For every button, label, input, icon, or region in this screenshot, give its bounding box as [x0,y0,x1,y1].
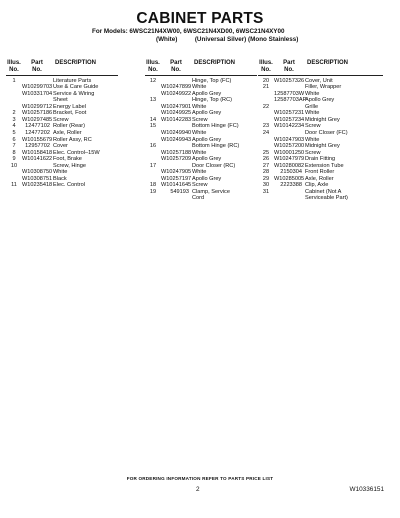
illus-number: 14 [149,116,157,123]
parts-column-3 [258,60,383,202]
document-number: W10336151 [349,486,384,493]
description-header: DESCRIPTION [194,60,236,66]
part-number: W10257234 [274,116,305,123]
illus-number: 13 [149,97,157,104]
part-number: W10257326 [274,77,305,84]
part-number: 12587703W [274,90,305,97]
part-description: Axle, Roller [305,175,334,182]
part-description: Door Closer (RC) [192,162,236,169]
part-description: Serviceable Part) [305,195,348,202]
illus-number: 11 [11,182,17,189]
part-description: Clip, Axle [305,182,329,189]
part-number: W10257209 [161,156,192,163]
illus-number: 28 [262,169,270,176]
part-number: W10257200 [274,143,305,150]
part-description: Cover, Unit [305,77,333,84]
part-description: White [192,149,207,156]
part-description: White [305,110,320,117]
part-description: Bottom Hinge (FC) [192,123,239,130]
parts-column-2 [145,60,257,202]
part-number: W10257186 [22,110,53,117]
part-number: W10247905 [161,169,192,176]
part-description: Screw [305,149,321,156]
part-number: W10257188 [161,149,192,156]
illus-number: 17 [149,162,157,169]
part-number: W10249940 [161,129,192,136]
column-header [6,60,118,76]
part-number: W10001250 [274,149,305,156]
illus-number: 31 [262,188,270,195]
part-number: W10249943 [161,136,192,143]
part-number: 12587703AP [274,97,307,104]
part-number: W10141645 [161,182,192,189]
illus-number [145,195,161,202]
column-header [258,60,383,76]
part-description: Apollo Grey [192,156,222,163]
part-description: Hinge, Top (FC) [192,77,232,84]
part-description: White [192,129,207,136]
part-number: W10155679 [22,136,53,143]
part-description: Front Roller [305,169,335,176]
illus-number: 3 [12,116,16,123]
part-description: Midnight Grey [305,116,340,123]
part-description: Screw [192,182,208,189]
parts-row [6,182,118,189]
part-number: W10297485 [22,116,53,123]
part-number: 12477202 [25,129,50,136]
part-description: Cover [53,143,68,150]
illus-number: 22 [262,103,270,110]
part-header: Part No. [31,60,43,73]
part-description: Screw, Hinge [53,162,86,169]
part-description: Grille [305,103,319,110]
illus-number: 10 [10,162,18,169]
part-description: White [53,169,68,176]
part-description: Drain Fitting [305,156,336,163]
illus-number: 18 [149,182,157,189]
part-description: Cabinet (Not A [305,188,342,195]
illus-number: 30 [262,182,270,189]
part-description: White [192,103,207,110]
illus-number: 21 [262,84,270,91]
part-description: Elec. Control [53,182,86,189]
illus-number: 20 [262,77,270,84]
illus-number: 24 [262,129,270,136]
part-description: Cord [192,195,205,202]
part-number: W10285005 [274,175,305,182]
part-description: White [305,136,320,143]
part-number: W10257197 [161,175,192,182]
part-description: Apollo Grey [305,97,335,104]
part-description: Apollo Grey [192,110,222,117]
part-description: Energy Label [53,103,86,110]
part-description: Apollo Grey [192,175,222,182]
part-description: Bottom Hinge (RC) [192,143,240,150]
part-number: W10247899 [161,84,192,91]
part-description: Roller Assy, RC [53,136,92,143]
part-description: Apollo Grey [192,90,222,97]
part-number [274,195,304,202]
part-header: Part No. [283,60,295,73]
parts-row [258,195,383,202]
illus-number: 27 [262,162,270,169]
part-number: W10249922 [161,90,192,97]
part-number: 12477102 [25,123,50,130]
part-description: Hinge, Top (RC) [192,97,232,104]
part-number: W10308751 [22,175,53,182]
illus-number: 12 [149,77,157,84]
illus-number: 19 [149,188,157,195]
illus-number: 9 [12,156,16,163]
part-number: 12957702 [25,143,50,150]
parts-row [145,195,257,202]
column-header [145,60,257,76]
part-number: 2150304 [280,169,302,176]
part-description: Bracket, Foot [53,110,87,117]
parts-column-1 [6,60,118,189]
part-description: Midnight Grey [305,143,340,150]
part-description: Black [53,175,67,182]
part-description: Service & Wiring [53,90,95,97]
illus-number: 1 [12,77,16,84]
part-number: W10257231 [274,110,305,117]
part-description: Axle, Roller [53,129,82,136]
part-description: Clamp, Service [192,188,230,195]
part-description: Literature Parts [53,77,92,84]
illus-number: 23 [262,123,270,130]
part-number [161,195,191,202]
model-variants-line: (White) (Universal Silver) (Mono Stainless) [156,36,299,43]
part-description: Filler, Wrapper [305,84,342,91]
part-number: W10308750 [22,169,53,176]
part-description: Sheet [53,97,68,104]
part-number: W10331704 [22,90,53,97]
illus-number: 5 [12,129,16,136]
part-number: W10142283 [161,116,192,123]
part-number: W10247901 [161,103,192,110]
part-number: W10141622 [22,156,53,163]
ordering-footer: FOR ORDERING INFORMATION REFER TO PARTS PRICE LIST [126,476,274,481]
part-number: 549193 [170,188,189,195]
illus-number: 29 [262,175,270,182]
illus-number: 4 [12,123,16,130]
part-number: W10158418 [22,149,53,156]
part-description: Screw [53,116,69,123]
illus-number [258,195,274,202]
page-number: 2 [196,486,200,493]
illus-number: 7 [12,143,16,150]
illus-number: 2 [12,110,16,117]
part-description: White [192,84,207,91]
models-line: For Models: 6WSC21N4XW00, 6WSC21N4XD00, 6WSC21N4XY00 [92,28,285,35]
part-description: Door Closer (FC) [305,129,348,136]
part-description: Screw [192,116,208,123]
part-description: Use & Care Guide [53,84,99,91]
part-description: Screw [305,123,321,130]
illus-header: Illus. No. [259,60,273,73]
illus-number: 8 [12,149,16,156]
part-number: 2223388 [280,182,302,189]
part-description: Apollo Grey [192,136,222,143]
illus-number: 6 [12,136,16,143]
illus-header: Illus. No. [146,60,160,73]
part-description: Elec. Control–15W [53,149,100,156]
part-number: W10247903 [274,136,305,143]
part-number: W10299712 [22,103,53,110]
part-description: Extension Tube [305,162,344,169]
part-number: W10142234 [274,123,305,130]
part-number: W10247979 [274,156,305,163]
part-number: W10235418 [22,182,53,189]
part-description: White [305,90,320,97]
part-description: Roller (Rear) [53,123,86,130]
part-description: Foot, Brake [53,156,82,163]
description-header: DESCRIPTION [55,60,97,66]
illus-header: Illus. No. [7,60,21,73]
description-header: DESCRIPTION [307,60,349,66]
illus-number: 15 [149,123,157,130]
part-number: W10299703 [22,84,53,91]
illus-number: 25 [262,149,270,156]
page-title: CABINET PARTS [136,10,264,27]
part-description: White [192,169,207,176]
part-number: W10249925 [161,110,192,117]
part-header: Part No. [170,60,182,73]
part-number: W10280082 [274,162,305,169]
illus-number: 26 [262,156,270,163]
illus-number: 16 [149,143,157,150]
